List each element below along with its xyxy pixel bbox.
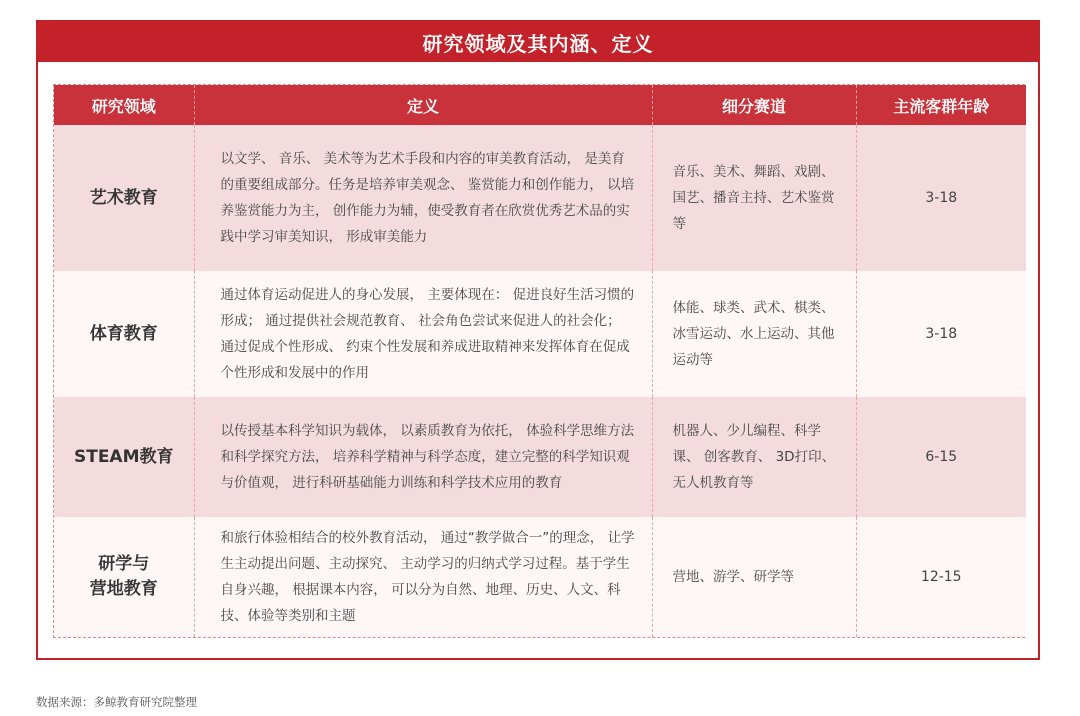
header-domain: 研究领域 (54, 85, 194, 125)
domain-line-1: 研学与 (98, 554, 150, 574)
header-definition: 定义 (194, 85, 652, 125)
header-age: 主流客群年龄 (856, 85, 1026, 125)
segments-cell: 体能、球类、武术、棋类、冰雪运动、水上运动、其他运动等 (652, 271, 856, 397)
table-row (54, 517, 1026, 637)
domain-cell: 体育教育 (54, 271, 194, 397)
definition-cell: 和旅行体验相结合的校外教育活动， 通过“教学做合一”的理念， 让学生主动提出问题、主动探究、 主动学习的归纳式学习过程。基于学生自身兴趣， 根据课本内容， 可以分为自然、地理、历史、人文、科技、体验等类别和主题 (194, 517, 652, 637)
domain-cell: 艺术教育 (54, 125, 194, 271)
table-header-row (54, 85, 1026, 125)
table-row (54, 271, 1026, 397)
age-cell: 3-18 (856, 271, 1026, 397)
age-cell: 12-15 (856, 517, 1026, 637)
domain-cell: STEAM教育 (54, 397, 194, 517)
header-segments: 细分赛道 (652, 85, 856, 125)
definition-cell: 通过体育运动促进人的身心发展， 主要体现在： 促进良好生活习惯的形成； 通过提供社会规范教育、 社会角色尝试来促进人的社会化； 通过促成个性形成、 约束个性发展和养成进取精神来发挥体育在促成个性形成和发展中的作用 (194, 271, 652, 397)
age-cell: 6-15 (856, 397, 1026, 517)
segments-cell: 音乐、美术、舞蹈、戏剧、国艺、播音主持、艺术鉴赏等 (652, 125, 856, 271)
data-source-note: 数据来源：多鲸教育研究院整理 (36, 695, 197, 709)
table-row (54, 125, 1026, 271)
domain-line-2: 营地教育 (89, 579, 158, 599)
definition-table (53, 84, 1025, 638)
table-row (54, 397, 1026, 517)
segments-cell: 机器人、少儿编程、科学课、 创客教育、 3D打印、无人机教育等 (652, 397, 856, 517)
table-frame (36, 20, 1040, 660)
age-cell: 3-18 (856, 125, 1026, 271)
page-title: 研究领域及其内涵、定义 (38, 22, 1038, 62)
definition-cell: 以传授基本科学知识为载体， 以素质教育为依托， 体验科学思维方法和科学探究方法， 培养科学精神与科学态度，建立完整的科学知识观与价值观， 进行科研基础能力训练和科学技术应用的教育 (194, 397, 652, 517)
segments-cell: 营地、游学、研学等 (652, 517, 856, 637)
definition-cell: 以文学、 音乐、 美术等为艺术手段和内容的审美教育活动， 是美育的重要组成部分。任务是培养审美观念、 鉴赏能力和创作能力， 以培养鉴赏能力为主， 创作能力为辅，使受教育者在欣赏优秀艺术品的实践中学习审美知识， 形成审美能力 (194, 125, 652, 271)
domain-cell (54, 517, 194, 637)
